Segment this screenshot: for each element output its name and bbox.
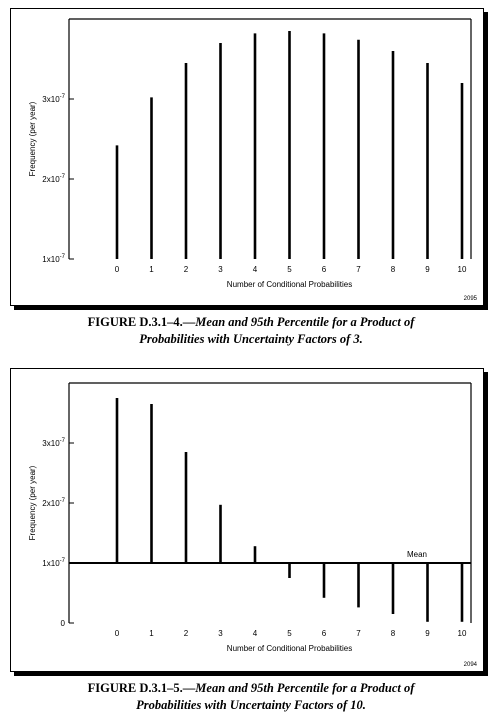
caption-1-figure-label: FIGURE D.3.1–4.— — [87, 315, 196, 329]
x-tick-label: 8 — [390, 629, 396, 638]
y-tick-label-base: 1x10 — [42, 255, 60, 264]
caption-1-line-1: Mean and 95th Percentile for a Product of — [195, 315, 415, 329]
x-tick-label: 10 — [457, 265, 467, 274]
y-tick-label-exponent: -7 — [59, 174, 65, 180]
caption-1-line-2: Probabilities with Uncertainty Factors of 3. — [139, 332, 363, 346]
x-tick-label: 3 — [218, 629, 223, 638]
x-tick-label: 1 — [149, 265, 154, 274]
caption-2-line-1: Mean and 95th Percentile for a Product of — [195, 681, 415, 695]
y-axis-title: Frequency (per year) — [28, 465, 37, 541]
y-tick-label-base: 1x10 — [42, 559, 60, 568]
y-tick-label — [42, 558, 65, 568]
caption-1 — [0, 314, 502, 348]
x-tick-label: 7 — [356, 629, 361, 638]
x-tick-label: 2 — [183, 265, 189, 274]
x-tick-label: 5 — [287, 265, 292, 274]
y-tick-label — [42, 94, 65, 104]
x-axis-title: Number of Conditional Probabilities — [226, 280, 353, 289]
x-tick-label: 10 — [457, 629, 467, 638]
x-axis-title: Number of Conditional Probabilities — [226, 644, 353, 653]
y-tick-label-base: 2x10 — [42, 175, 60, 184]
chart-2 — [11, 369, 483, 671]
y-tick-label-exponent: -7 — [59, 498, 65, 504]
y-tick-label — [42, 174, 65, 184]
x-tick-label: 9 — [425, 629, 430, 638]
x-tick-label: 0 — [114, 629, 120, 638]
y-tick-label-exponent: -7 — [59, 558, 65, 564]
y-tick-label — [42, 254, 65, 264]
x-tick-label: 4 — [252, 629, 258, 638]
caption-2 — [0, 680, 502, 714]
figure-number: 2095 — [463, 296, 477, 302]
y-tick-label-exponent: -7 — [59, 254, 65, 260]
figure-panel-2 — [10, 368, 484, 672]
y-tick-label-exponent: -7 — [59, 438, 65, 444]
chart-1 — [11, 9, 483, 305]
x-tick-label: 6 — [321, 629, 327, 638]
caption-2-line-2: Probabilities with Uncertainty Factors of 10. — [136, 698, 366, 712]
y-tick-label-base: 3x10 — [42, 439, 60, 448]
y-tick-label — [61, 619, 66, 628]
y-tick-label-base: 0 — [60, 619, 65, 628]
figure-number: 2094 — [463, 662, 477, 668]
x-tick-label: 5 — [287, 629, 292, 638]
x-tick-label: 0 — [114, 265, 120, 274]
x-tick-label: 1 — [149, 629, 154, 638]
y-tick-label-base: 2x10 — [42, 499, 60, 508]
y-tick-label — [42, 498, 65, 508]
x-tick-label: 3 — [218, 265, 223, 274]
mean-label: Mean — [406, 550, 428, 559]
y-axis-title: Frequency (per year) — [28, 101, 37, 177]
x-tick-label: 7 — [356, 265, 361, 274]
y-tick-label-base: 3x10 — [42, 95, 60, 104]
y-tick-label — [42, 438, 65, 448]
x-tick-label: 6 — [321, 265, 327, 274]
x-tick-label: 2 — [183, 629, 189, 638]
caption-2-figure-label: FIGURE D.3.1–5.— — [87, 681, 196, 695]
x-tick-label: 9 — [425, 265, 430, 274]
figure-panel-1 — [10, 8, 484, 306]
y-tick-label-exponent: -7 — [59, 94, 65, 100]
x-tick-label: 8 — [390, 265, 396, 274]
x-tick-label: 4 — [252, 265, 258, 274]
